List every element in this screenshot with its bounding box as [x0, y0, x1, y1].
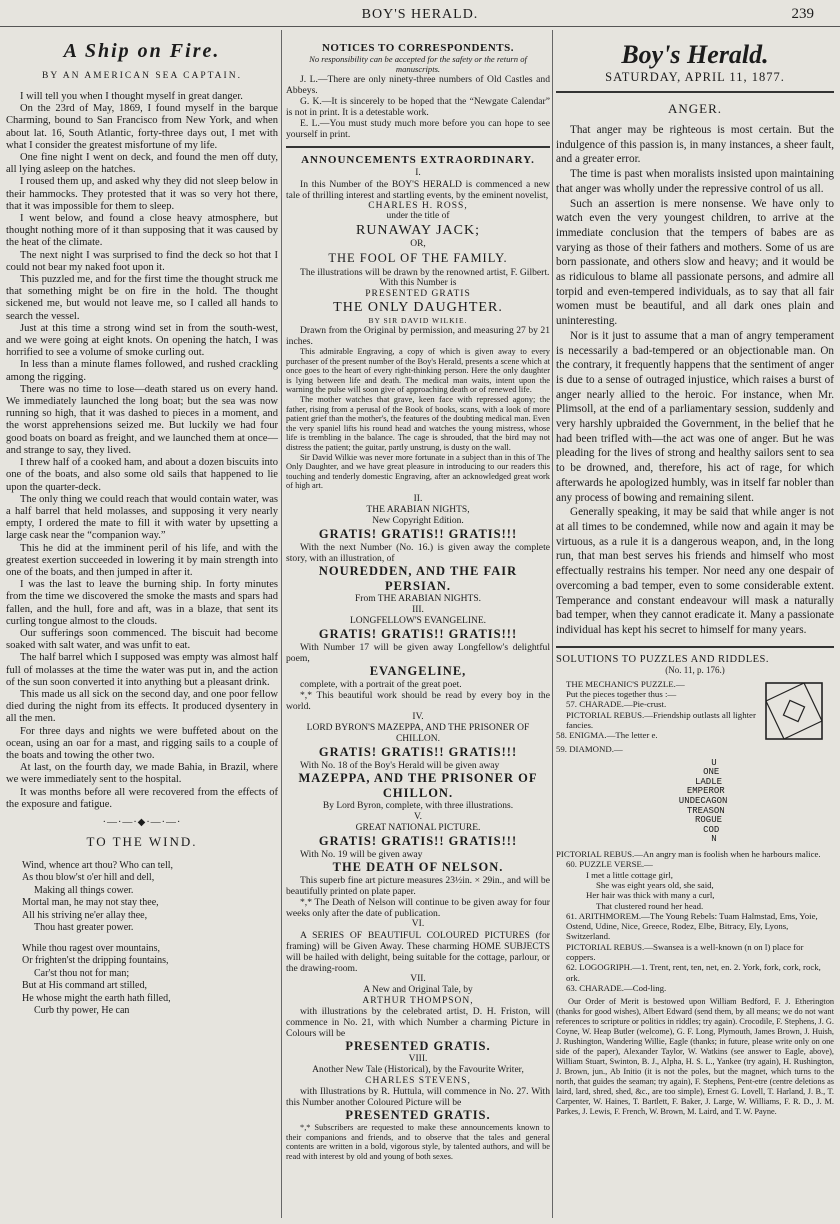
solution-item: 59. DIAMOND.—	[556, 744, 623, 755]
story-paragraph: There was no time to lose—death stared us on every hand. We immediately launched the long boat; but the sea was now running so high, that it was dashed to pieces in a moment, and the worst apprehensions seized me. But luckily we had four good boats on board as freight, and we launched them at once—and strange to say, they lived.	[6, 383, 278, 456]
story-paragraph: In less than a minute flames followed, and rushed crackling among the rigging.	[6, 359, 278, 383]
solution-item: PICTORIAL REBUS.—An angry man is foolish when he harbours malice.	[556, 849, 821, 860]
picture-title: THE DEATH OF NELSON.	[332, 859, 504, 874]
poem-stanza-break	[6, 935, 278, 943]
announcement-text: *,* This beautiful work should be read by every boy in the world.	[286, 689, 550, 712]
poem-line: While thou ragest over mountains,	[22, 942, 161, 954]
solution-item: PICTORIAL REBUS.—Swansea is a well-known (n on l) place for coppers.	[566, 941, 804, 962]
announcement-caption: GREAT NATIONAL PICTURE.	[355, 822, 481, 833]
order-of-merit: Our Order of Merit is bestowed upon William Bedford, F. J. Etherington (thanks for good wishes), Albert Edward (send them, by all means; we do not want references to scripture or politics in riddles; try again). Crocodile, F. Stephens, J. G. Coyne, W. Heap Butler (welcome), G. F. Long, Plymouth, James Brown, J. Huish, J. Rushington, Wandering Willie, Eagle (thanks; in future, please write only on one side of the paper), Alexander Taylor, W. Watkins (see answer to Eagle, above), William Stuart, Swinton, B. J., Alpha, H. S. L., Yankee (try again), H. Rushington, J. Brown, jun., Ab Initio (it is not the poles, but the magnet, which turns to the north, that guides the seaman; try again), F. Stephens, Pent-etre (centre deletions as laird, lard, shred, shed, &c., are too simple), Ernest G. Lovell, T. Harland, J. B., T. Carpenter, W. Haines, T. Bartlett, F. Baker, J. Large, W. Williams, F. R. D., J. M. Parkes, J. Lewis, F. French, W. Brown, M. Laird, and T. W. Payne.	[556, 997, 834, 1117]
poem-line: Curb thy power, He can	[34, 1005, 130, 1017]
story-paragraph: The half barrel which I supposed was empty was almost half full of molasses at the time the water was put in, and the action of the sun soon converted it into anything but a pleasant drink.	[6, 652, 278, 688]
announcement-text: with Illustrations by R. Huttula, will commence in No. 27. With this Number another Coloured Picture will be	[286, 1085, 550, 1108]
announcement-caption: THE ARABIAN NIGHTS,	[366, 504, 470, 515]
story-title: A Ship on Fire.	[63, 40, 221, 62]
poem-line: Thou hast greater power.	[34, 922, 134, 934]
essay-paragraph: Generally speaking, it may be said that while anger is not at all times to be condemned, while now and again it may be virtuous, as a rule it is a dangerous weapon, and, in the long run, that man best serves his friends and himself who most effectually restrains his temper. Nor need any one despair of overcoming a bad temper, even to some considerable extent. Temperance and constant endeavour will mask a naturally bad temper, when they cannot eradicate it. Many a passionate individual has kept his secret to himself for many years.	[556, 506, 834, 636]
story-byline: BY AN AMERICAN SEA CAPTAIN.	[42, 71, 242, 81]
announcement-caption: A New and Original Tale, by	[363, 984, 473, 995]
column-rule	[281, 30, 282, 1218]
author-name: CHARLES STEVENS,	[365, 1075, 471, 1086]
solution-item: 60. PUZZLE VERSE.—	[566, 859, 653, 870]
story-paragraph: Our sufferings soon commenced. The biscuit had become soaked with salt water, and was unfit to eat.	[6, 627, 278, 652]
poem-line: He whose might the earth hath filled,	[22, 992, 171, 1004]
diamond-puzzle-solution: U ONE LADLE EMPEROR UNDECAGON TREASON ROGUE COD N	[678, 757, 728, 845]
essay-paragraph: Such an assertion is mere nonsense. We have only to watch even the very youngest children, to arrive at the immediate conclusion that the tempers of babes are as varying as those of their fathers and mothers. Some of us are born passionate, and others slow and heavy; and it would be as ridiculous to blame all passionate persons, and admire all torpid and even-tempered individuals, as to say that all fair women must be beautiful, and all dark ones plain and uninteresting.	[556, 197, 834, 328]
announcement-caption: By Lord Byron, complete, with three illustrations.	[322, 800, 514, 811]
notice-item: J. L.—There are only ninety-three numbers of Old Castles and Abbeys.	[286, 74, 550, 96]
announcement-caption: New Copyright Edition.	[372, 515, 464, 526]
column-announcements	[286, 30, 550, 1220]
solutions-reference: (No. 11, p. 176.)	[665, 664, 725, 675]
announcement-text: With the next Number (No. 16.) is given away the complete story, with an illustration, of	[286, 541, 550, 564]
issue-date: SATURDAY, APRIL 11, 1877.	[556, 70, 834, 93]
announcement-text: *,* Subscribers are requested to make these announcements known to their companions and friends, and to observe that the tales and general contents are written in a bold, vigorous style, by talented authors, and will be read with interest by old and young of both sexes.	[286, 1122, 550, 1161]
solution-item: 58. ENIGMA.—The letter e.	[556, 730, 658, 741]
essay-paragraph: The time is past when moralists insisted upon maintaining that anger was wholly under the repressive control of us all.	[556, 168, 834, 195]
section-numeral: VI.	[411, 918, 425, 929]
author-name: CHARLES H. ROSS,	[368, 201, 468, 211]
verse-line: That clustered round her head.	[596, 900, 704, 911]
story-paragraph: On the 23rd of May, 1869, I found myself in the barque Charming, bound to San Francisco from New York, and when about lat. 16, South Atlantic, forty-three days out, I met with what I consider the greatest misfortune of my life.	[6, 103, 278, 151]
story-paragraph: I roused them up, and asked why they did not sleep below in their hammocks. They protested that it was so very hot there, that it was impossible for them to sleep.	[6, 176, 278, 212]
verse-line: Her hair was thick with many a curl,	[586, 890, 715, 901]
essay-paragraph: Nor is it just to assume that a man of angry temperament is necessarily a bad-tempered or an objectionable man. On the contrary, it frequently happens that the sentiment of anger is due to a sense of outraged injustice, which raises a burst of anger nearly allied to the heroic. For instance, when Mr. Plimsoll, at the end of a parliamentary session, suddenly and very harshly upbraided the Government, in the belief that he had been trifled with—the act was one of anger. But he was pleading for the lives of strong and healthy sailors sent to sea to be drowned, and, therefore, his act of rage, for which afterwards he apologized humbly, was in itself far nobler than any process of bowing and remaining silent.	[556, 329, 834, 504]
story-name: NOUREDDEN, AND THE FAIR PERSIAN.	[318, 563, 518, 593]
notice-item: E. L.—You must study much more before you can hope to see yourself in print.	[286, 118, 550, 140]
announcement-text: The mother watches that grave, keen face with repressed agony; the father, rising from a perusal of the Book of books, scans, with a look of more patient grief than the mother's, the features of the doubting medical man. Even the very spaniel lifts his round head and watches the young mistress, whose life is trembling in the balance. The cage is shrouded, that the bird may not distress the patient; the guitar, partly unstrung, is dusty on the wall.	[286, 394, 550, 452]
gratis-banner: PRESENTED GRATIS	[365, 289, 471, 299]
announcement-text: The illustrations will be drawn by the renowned artist, F. Gilbert.	[300, 267, 550, 278]
gratis-banner: GRATIS! GRATIS!! GRATIS!!!	[318, 626, 518, 641]
notices-note: No responsibility can be accepted for the safety or the return of manuscripts.	[309, 54, 527, 74]
solutions-title: SOLUTIONS TO PUZZLES AND RIDDLES.	[556, 646, 834, 665]
story-name: MAZEPPA, AND THE PRISONER OF CHILLON.	[298, 770, 538, 800]
serial-subtitle: THE FOOL OF THE FAMILY.	[328, 251, 508, 265]
story-paragraph: This he did at the imminent peril of his life, and with the greatest exertion succeeded in lowering it by main strength into one of the boats, and then jumped in after it.	[6, 542, 278, 578]
announcement-text: In this Number of the BOY'S HERALD is commenced a new tale of thrilling interest and startling events, by the eminent novelist,	[286, 179, 550, 201]
story-paragraph: I threw half of a cooked ham, and about a dozen biscuits into one of the boats, and also some old sails that happened to lie upon the quarter-deck.	[6, 457, 278, 493]
solution-item: 63. CHARADE.—Cod-ling.	[566, 982, 667, 993]
poem-line: As thou blow'st o'er hill and dell,	[22, 872, 155, 884]
page-number: 239	[791, 6, 814, 22]
column-rule	[552, 30, 553, 1218]
section-numeral: V.	[413, 811, 422, 822]
notice-item: G. K.—It is sincerely to be hoped that the “Newgate Calendar” is not in print. It is a detestable work.	[286, 96, 550, 118]
story-name: EVANGELINE,	[369, 663, 467, 678]
poem-line: Car'st thou not for man;	[34, 967, 130, 979]
poem	[6, 860, 278, 1018]
announcement-caption: With this Number is	[379, 278, 457, 288]
poem-line: Wind, whence art thou? Who can tell,	[22, 859, 174, 871]
announcement-caption: From THE ARABIAN NIGHTS.	[355, 593, 481, 604]
ornament-divider: ·—·—·◆·—·—·	[102, 816, 182, 828]
story-paragraph: One fine night I went on deck, and found the men off duty, all lying asleep on the hatches.	[6, 152, 278, 176]
notices-title: NOTICES TO CORRESPONDENTS.	[321, 42, 514, 54]
section-numeral: VIII.	[408, 1053, 428, 1064]
story-paragraph: Just at this time a strong wind set in from the south-west, and we were going at eight knots. On opening the hatch, I was horrified to see a volume of smoke curling out.	[6, 322, 278, 359]
poem-line: Or frighten'st the dripping fountains,	[22, 955, 169, 967]
announcement-caption: LORD BYRON'S MAZEPPA, AND THE PRISONER OF CHILLON.	[306, 722, 530, 744]
section-numeral: III.	[412, 604, 424, 615]
picture-title: THE ONLY DAUGHTER.	[333, 300, 503, 315]
puzzle-diagram-icon	[762, 679, 826, 743]
serial-title: RUNAWAY JACK;	[355, 223, 481, 238]
story-paragraph: The only thing we could reach that would contain water, was a half barrel that held molasses, and supposing it very nearly empty, I ordered the mate to fill it with water by upsetting a large cask near the “companion way.”	[6, 493, 278, 542]
story-paragraph: I went below, and found a close heavy atmosphere, but thought nothing more of it than supposing that it was caused by the heat of the climate.	[6, 213, 278, 249]
announcement-caption: OR,	[410, 239, 426, 249]
announcement-caption: LONGFELLOW'S EVANGELINE.	[349, 615, 487, 626]
verse-line: I met a little cottage girl,	[586, 869, 673, 880]
announcement-text: This admirable Engraving, a copy of which is given away to every purchaser of the present number of the Boy's Herald, presents a scene which at once goes to the heart of every right-thinking person. Here the only daughter is lying between life and death. The medical man waits, intent upon the warning the pulse will soon give of approaching death or of renewed life.	[286, 347, 550, 395]
running-header	[0, 4, 840, 27]
column-story	[6, 30, 278, 1220]
announcement-text: Sir David Wilkie was never more fortunate in a subject than in this of The Only Daughter, and we have great pleasure in introducing to our readers this touching and tenderly domestic Engraving, after an acknowledged great work of high art.	[286, 452, 550, 491]
essay-paragraph: That anger may be righteous is most certain. But the indulgence of this passion is, in many instances, a sheer fault, and a greater error.	[556, 124, 834, 166]
gratis-banner: PRESENTED GRATIS.	[345, 1038, 491, 1053]
solution-item: 57. CHARADE.—Pie-crust.	[566, 699, 667, 710]
announcement-text: This superb fine art picture measures 23½in. × 29in., and will be beautifully printed on plate paper.	[286, 874, 550, 897]
section-numeral: IV.	[412, 711, 424, 722]
solutions-list	[556, 679, 834, 1118]
announcement-caption: Another New Tale (Historical), by the Favourite Writer,	[312, 1064, 524, 1075]
story-paragraph: This puzzled me, and for the first time the thought struck me that something might be on fire in the hold. The thought sickened me, but would not leave me, so I called all hands to search the vessel.	[6, 274, 278, 322]
gratis-banner: GRATIS! GRATIS!! GRATIS!!!	[318, 833, 518, 848]
poem-line: Making all things cower.	[34, 884, 134, 896]
announcement-text: complete, with a portrait of the great poet.	[300, 678, 462, 690]
story-paragraph: It was months before all were recovered from the effects of the exposure and fatigue.	[6, 786, 278, 810]
story-paragraph: The next night I was surprised to find the deck so hot that I could not bear my naked foot upon it.	[6, 249, 278, 273]
gratis-banner: PRESENTED GRATIS.	[345, 1107, 491, 1122]
poem-line: Mortal man, he may not stay thee,	[22, 897, 159, 909]
announcements-title: ANNOUNCEMENTS EXTRAORDINARY.	[286, 146, 550, 166]
solution-item: 61. ARITHMOREM.—The Young Rebels: Tuam Halmstad, Ems, Yoie, Ostend, Udine, Nice, Greece, Rodez, Elbe, Bitracy, Ely, Lyons, Switzerland.	[566, 910, 818, 942]
section-numeral: I.	[415, 168, 421, 178]
solution-item: THE MECHANIC'S PUZZLE.—	[566, 678, 685, 689]
section-numeral: II.	[413, 493, 423, 504]
announcement-text: *,* The Death of Nelson will continue to be given away for four weeks only after the date of publication.	[286, 896, 550, 919]
announcement-text: With No. 18 of the Boy's Herald will be given away	[300, 759, 500, 771]
solution-item: Put the pieces together thus :—	[566, 688, 677, 699]
story-paragraph: At last, on the fourth day, we made Bahia, in Brazil, where we were immediately sent to the hospital.	[6, 762, 278, 786]
announcement-text: with illustrations by the celebrated artist, D. H. Friston, will commence in No. 21, with which Number a charming Picture in Colours will be	[286, 1005, 550, 1039]
poem-title: TO THE WIND.	[86, 833, 198, 849]
gratis-banner: GRATIS! GRATIS!! GRATIS!!!	[318, 744, 518, 759]
story-paragraph: For three days and nights we were buffeted about on the ocean, using an oar for a mast, and rigging sails to a couple of the boats and towing the other two.	[6, 725, 278, 761]
publication-name: BOY'S HERALD.	[361, 7, 479, 22]
solution-item: PICTORIAL REBUS.—Friendship outlasts all lighter fancies.	[566, 709, 756, 730]
solution-item: 62. LOGOGRIPH.—1. Trent, rent, ten, net, en. 2. York, fork, cork, rock, ork.	[566, 962, 821, 983]
section-numeral: VII.	[410, 973, 426, 984]
announcement-caption: under the title of	[386, 211, 450, 221]
story-paragraph: I will tell you when I thought myself in great danger.	[20, 91, 243, 102]
announcement-text: A SERIES OF BEAUTIFUL COLOURED PICTURES (for framing) will be Given Away. These charming HOME SUBJECTS will be hailed with delight, being suitable for the cottage, parlour, or the drawing-room.	[286, 929, 550, 974]
story-body	[6, 91, 278, 811]
announcement-text: With Number 17 will be given away Longfellow's delightful poem,	[286, 641, 550, 664]
author-name: ARTHUR THOMPSON,	[362, 995, 474, 1006]
story-paragraph: This made us all sick on the second day, and one poor fellow died during the night from its effects. It produced dysentery in all the men.	[6, 688, 278, 725]
verse-line: She was eight years old, she said,	[596, 879, 714, 890]
picture-artist: BY SIR DAVID WILKIE.	[368, 316, 468, 325]
gratis-banner: GRATIS! GRATIS!! GRATIS!!!	[318, 526, 518, 541]
poem-line: But at His command art stilled,	[22, 980, 147, 992]
spacer	[556, 638, 834, 646]
announcement-text: Drawn from the Original by permission, and measuring 27 by 21 inches.	[286, 325, 550, 347]
essay-title: ANGER.	[667, 101, 723, 116]
column-editorial	[556, 30, 834, 1220]
announcement-text: With No. 19 will be given away	[300, 848, 423, 860]
poem-line: All his striving ne'er allay thee,	[22, 909, 148, 921]
story-paragraph: I was the last to leave the burning ship. In forty minutes from the time we discovered the smoke the masts and spars had fallen, and the hull, fore and aft, was in a blaze, that sent its curling tongue almost to the clouds.	[6, 579, 278, 627]
masthead: Boy's Herald.	[621, 40, 769, 69]
